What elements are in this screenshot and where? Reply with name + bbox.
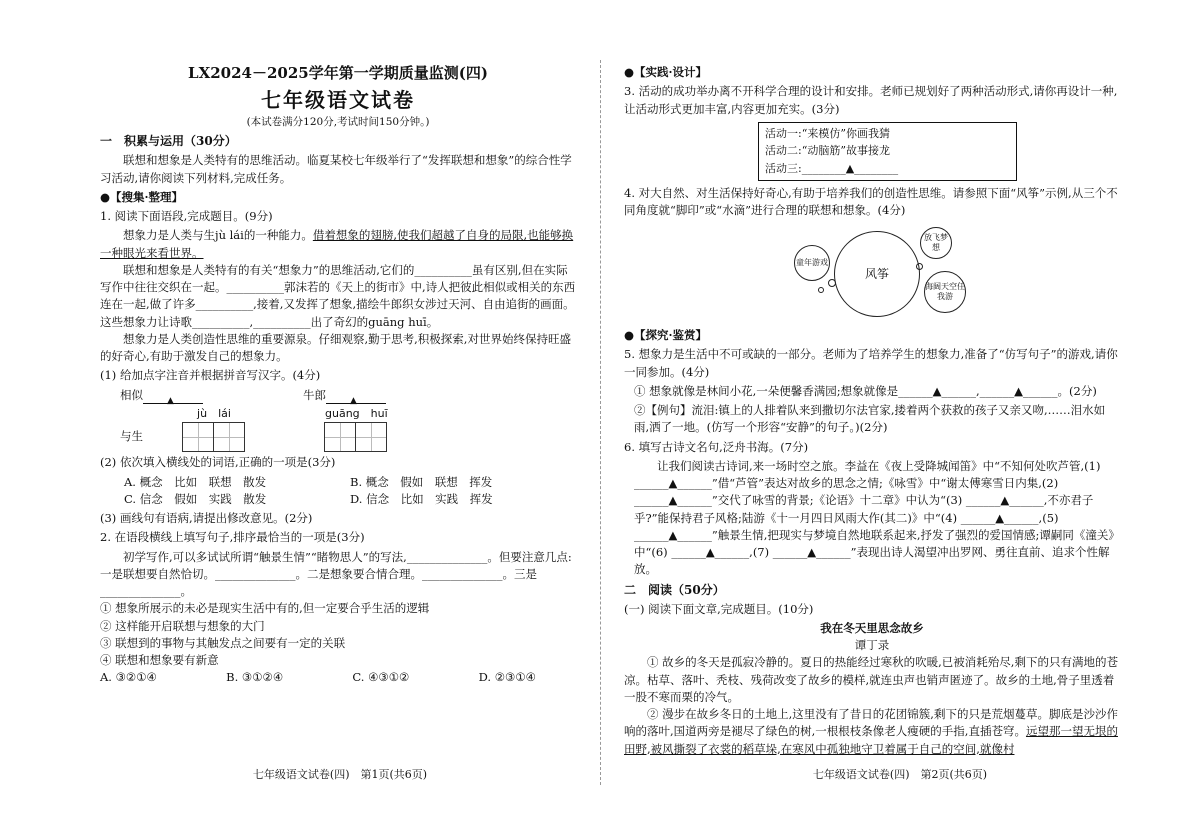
connector-dot xyxy=(828,279,836,287)
exam-subtitle: 七年级语文试卷 xyxy=(261,87,415,112)
option[interactable]: C. ④③①② xyxy=(352,670,410,685)
option[interactable]: B. 概念 假如 联想 挥发 xyxy=(350,474,493,489)
question-5-1: ① 想象就像是林间小花,一朵便馨香满园;想象就像是______▲______,______▲______。(2分) xyxy=(634,383,1097,398)
passage-paragraph xyxy=(100,227,576,262)
connector-dot xyxy=(916,263,923,270)
pinyin-text: jù lái xyxy=(197,406,231,420)
subsection-heading: ●【探究·鉴赏】 xyxy=(624,328,708,343)
intro-text: 联想和想象是人类特有的思维活动。临夏某校七年级举行了“发挥联想和想象”的综合性学习活动,请你阅读下列材料,完成任务。 xyxy=(100,153,572,185)
question-4: 4. 对大自然、对生活保持好奇心,有助于培养我们的创造性思维。请参照下面“风筝”示例,从三个不同角度就“脚印”或“水滴”进行合理的联想和想象。(4分) xyxy=(624,185,1118,217)
article-paragraph xyxy=(624,706,1120,758)
fill-label: 相似 xyxy=(120,387,143,402)
exam-note: (本试卷满分120分,考试时间150分钟。) xyxy=(246,115,430,128)
writing-grid[interactable] xyxy=(325,422,387,452)
passage-paragraph: 联想和想象是人类特有的有关“想象力”的思维活动,它们的__________虽有区别,但在实际写作中往往交织在一起。__________郭沫若的《天上的街市》中,诗人把彼此相似或相关的东西连在一起,做了许多__________,接着,又发挥了想象,描绘牛郎织女涉过天河、自由追街的画面。这些想象力让诗歌__________,__________出了奇幻的guāng huī。 xyxy=(100,262,576,329)
article-title: 我在冬天里思念故乡 xyxy=(820,620,924,635)
article-author: 谭丁录 xyxy=(854,638,890,653)
pinyin-text: guāng huī xyxy=(325,406,388,420)
page-footer: 七年级语文试卷(四) 第1页(共6页) xyxy=(252,767,428,781)
bubble-label: 放飞梦想 xyxy=(924,233,948,253)
pinyin-prefix: 与生 xyxy=(120,429,143,444)
underlined-sentence: 借着想象的翅膀,使我们超越了自身的局限,也能够换一种眼光来看世界。 xyxy=(100,228,574,260)
pinyin-block xyxy=(325,406,388,453)
answer-blank[interactable]: ▲ xyxy=(326,391,386,404)
article-paragraph: ① 故乡的冬天是孤寂冷静的。夏日的热能经过寒秋的吹暖,已被消耗殆尽,剩下的只有满地的苍凉。枯草、落叶、秃枝、残荷改变了故乡的模样,就连虫声也销声匿迹了。故乡的土地,骨子里透着一股不寒而栗的冷气。 xyxy=(624,655,1118,704)
activity-item: 活动一:“来模仿”你画我猜 xyxy=(765,126,890,140)
bottom-right-bubble xyxy=(924,271,966,313)
bubble-label: 风筝 xyxy=(864,266,889,281)
fill-row xyxy=(100,387,576,404)
list-item: ② 这样能开启联想与想象的大门 xyxy=(100,618,265,633)
list-item: ① 想象所展示的未必是现实生活中有的,但一定要合乎生活的逻辑 xyxy=(100,601,430,616)
top-right-bubble xyxy=(920,227,952,259)
center-bubble xyxy=(834,231,920,317)
right-page xyxy=(600,0,1200,821)
option[interactable]: D. ②③①④ xyxy=(478,670,536,685)
option[interactable]: A. 概念 比如 联想 散发 xyxy=(124,474,267,489)
left-bubble xyxy=(794,245,830,281)
passage-paragraph: 初学写作,可以多试试所谓“触景生情”“睹物思人”的写法,______________。但要注意几点:一是联想要自然恰切。______________。二是想象要合情合理。______________。三是______________。 xyxy=(100,549,572,598)
question-1-3: (3) 画线句有语病,请提出修改意见。(2分) xyxy=(100,511,313,525)
exam-title: LX2024－2025学年第一学期质量监测(四) xyxy=(188,64,488,82)
option[interactable]: B. ③①②④ xyxy=(226,670,284,685)
question-1: 1. 阅读下面语段,完成题目。(9分) xyxy=(100,209,273,223)
options-row xyxy=(100,669,576,686)
section-heading: 二 阅读（50分） xyxy=(624,582,725,597)
question-6: 6. 填写古诗文名句,泛舟书海。(7分) xyxy=(624,439,809,454)
passage-text: 想象力是人类与生jù lái的一种能力。 xyxy=(123,228,313,243)
list-item: ③ 联想到的事物与其触发点之间要有一定的关联 xyxy=(100,635,346,650)
passage-paragraph: 想象力是人类创造性思维的重要源泉。仔细观察,勤于思考,积极探索,对世界始终保持旺盛的好奇心,有助于激发自己的想象力。 xyxy=(100,331,571,363)
list-item: ④ 联想和想象要有新意 xyxy=(100,653,219,667)
activity-box xyxy=(758,122,1017,181)
option[interactable]: C. 信念 假如 实践 散发 xyxy=(124,491,267,506)
subsection-heading: ●【实践·设计】 xyxy=(624,65,708,79)
pinyin-row xyxy=(100,406,576,453)
section-heading: 一 积累与运用（30分） xyxy=(100,134,237,149)
question-1-1: (1) 给加点字注音并根据拼音写汉字。(4分) xyxy=(100,368,321,383)
page-footer: 七年级语文试卷(四) 第2页(共6页) xyxy=(812,767,988,781)
activity-item: 活动二:“动脑筋”故事接龙 xyxy=(765,144,890,158)
pinyin-block xyxy=(183,406,245,453)
subsection-heading: ●【搜集·整理】 xyxy=(100,189,184,204)
question-2: 2. 在语段横线上填写句子,排序最恰当的一项是(3分) xyxy=(100,530,365,545)
bubble-label: 海阔天空任我游 xyxy=(925,282,965,302)
association-diagram xyxy=(624,223,1120,323)
bubble-label: 童年游戏 xyxy=(796,258,828,268)
activity-item[interactable]: 活动三:________▲________ xyxy=(765,161,899,175)
article-text: ② 漫步在故乡冬日的土地上,这里没有了昔日的花团锦簇,剩下的只是荒烟蔓草。脚底是沙沙作响的落叶,国道两旁是褪尽了绿色的树,一根根枝条像老人瘦硬的手指,直插苍穹。 xyxy=(624,707,1118,739)
question-5: 5. 想象力是生活中不可或缺的一部分。老师为了培养学生的想象力,准备了“仿写句子”的游戏,请你一同参加。(4分) xyxy=(624,347,1118,379)
option[interactable]: D. 信念 比如 实践 挥发 xyxy=(350,491,493,506)
fill-label: 牛郎 xyxy=(303,387,326,402)
question-5-2: ②【例句】流泪:镇上的人排着队来到撒切尔法官家,搂着两个获救的孩子又亲又吻,……泪水如雨,洒了一地。(仿写一个形容“安静”的句子。)(2分) xyxy=(634,403,1106,435)
fill-item xyxy=(120,387,203,404)
reading-instruction: (一) 阅读下面文章,完成题目。(10分) xyxy=(624,601,814,616)
option[interactable]: A. ③②①④ xyxy=(100,670,157,685)
passage-paragraph: 让我们阅读古诗词,来一场时空之旅。李益在《夜上受降城闻笛》中“不知何处吹芦管,(1) ______▲______”借“芦管”表达对故乡的思念之情;《咏雪》中“谢太傅寒雪日内集,(2) ______▲______”交代了咏雪的背景;《论语》十二章》中认为“(3) ______▲______,不亦君子乎?”能保持君子风格;陆游《十一月四日风雨大作(其二)》中“(4) ______▲______,(5) ______▲______”触景生情,把现实与梦境自然地联系起来,抒发了强烈的爱国情感;谭嗣同《潼关》中“(6) ______▲______,(7) ______▲______”表现出诗人渴望冲出罗网、勇往直前、追求个性解放。 xyxy=(634,458,1120,577)
underlined-sentence: 远望那一望无垠的田野,被风撕裂了衣裳的稻草垛,在寒风中孤独地守卫着属于自己的空间,就像村 xyxy=(624,724,1118,756)
question-3: 3. 活动的成功举办离不开科学合理的设计和安排。老师已规划好了两种活动形式,请你再设计一种,让活动形式更加丰富,内容更加充实。(3分) xyxy=(624,84,1118,116)
writing-grid[interactable] xyxy=(183,422,245,452)
options-grid xyxy=(100,474,576,509)
answer-blank[interactable]: ▲ xyxy=(143,391,203,404)
question-1-2: (2) 依次填入横线处的词语,正确的一项是(3分) xyxy=(100,455,336,470)
fill-item xyxy=(303,387,386,404)
connector-dot xyxy=(818,287,824,293)
